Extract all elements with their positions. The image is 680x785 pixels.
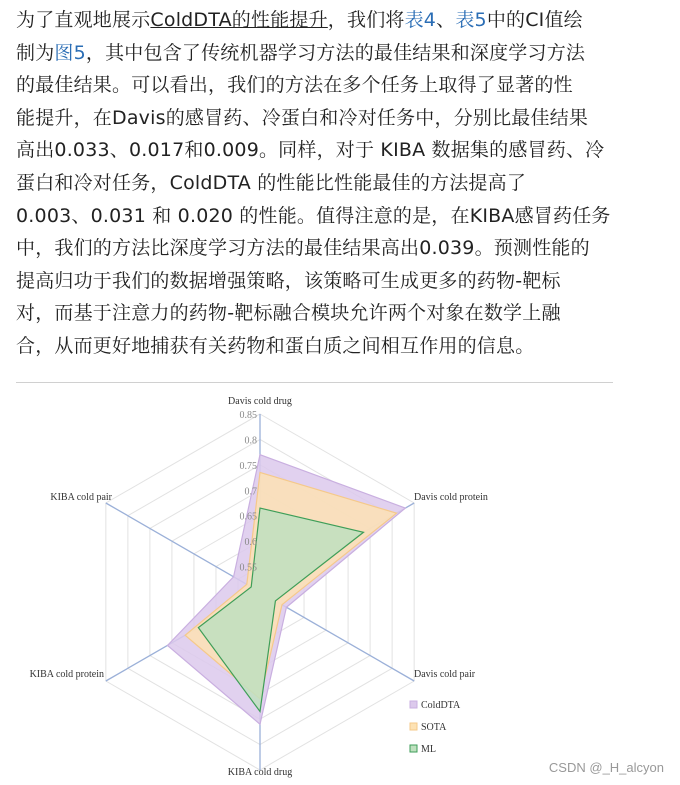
- radar-chart: [0, 386, 680, 785]
- paragraph-line-4: 能提升，在Davis的感冒药、冷蛋白和冷对任务中，分别比最佳结果: [16, 106, 589, 129]
- paragraph-line-7: 0.003、0.031 和 0.020 的性能。值得注意的是，在KIBA感冒药任务: [16, 204, 611, 227]
- watermark: CSDN @_H_alcyon: [548, 760, 664, 775]
- text-segment: ，其中包含了传统机器学习方法的最佳结果和深度学习方法: [85, 41, 586, 64]
- axis-label: Davis cold drug: [228, 396, 292, 407]
- text-segment: 为了直观地展示: [16, 9, 151, 31]
- underlined-phrase: ColdDTA的性能提升: [150, 9, 328, 31]
- text-segment: 中的CI值绘: [486, 9, 583, 31]
- tick-label: 0.55: [239, 562, 257, 574]
- text-segment: 制为: [16, 41, 55, 64]
- tick-label: 0.8: [244, 435, 257, 447]
- paragraph-line-9: 提高归功于我们的数据增强策略，该策略可生成更多的药物-靶标: [16, 269, 561, 292]
- text-segment: 、: [436, 9, 456, 31]
- axis-label: KIBA cold protein: [29, 669, 104, 680]
- paragraph-line-2: [16, 37, 616, 70]
- legend-label-ml: ML: [421, 744, 436, 755]
- legend-swatch-sota: [410, 723, 417, 730]
- text-segment: ，我们将: [327, 9, 405, 31]
- table4-link[interactable]: 表4: [404, 9, 437, 31]
- description-paragraph: [16, 4, 616, 363]
- tick-label: 0.7: [244, 486, 257, 498]
- paragraph-line-1: [16, 4, 616, 37]
- table5-link[interactable]: 表5: [455, 9, 487, 31]
- paragraph-line-10: 对，而基于注意力的药物-靶标融合模块允许两个对象在数学上融: [16, 302, 561, 325]
- paragraph-line-5: 高出0.033、0.017和0.009。同样，对于 KIBA 数据集的感冒药、冷: [16, 139, 605, 162]
- tick-label: 0.85: [239, 410, 257, 421]
- legend-swatch-colddta: [410, 701, 417, 708]
- paragraph-line-3: 的最佳结果。可以看出，我们的方法在多个任务上取得了显著的性: [16, 74, 573, 97]
- paragraph-line-6: 蛋白和冷对任务，ColdDTA 的性能比性能最佳的方法提高了: [16, 171, 527, 194]
- legend-label-sota: SOTA: [421, 722, 447, 733]
- paragraph-line-11: 合，从而更好地捕获有关药物和蛋白质之间相互作用的信息。: [16, 334, 535, 357]
- legend-swatch-ml: [410, 745, 417, 752]
- tick-label: 0.6: [244, 537, 257, 549]
- figure5-link[interactable]: 图5: [54, 41, 86, 64]
- axis-label: KIBA cold pair: [50, 492, 112, 503]
- axis-label: KIBA cold drug: [227, 767, 293, 778]
- tick-label: 0.75: [239, 460, 257, 472]
- legend-label-colddta: ColdDTA: [421, 700, 461, 711]
- axis-label: Davis cold pair: [414, 669, 476, 680]
- divider: [16, 382, 613, 383]
- axis-label: Davis cold protein: [414, 492, 488, 503]
- paragraph-line-8: 中，我们的方法比深度学习方法的最佳结果高出0.039。预测性能的: [16, 237, 590, 260]
- tick-label: 0.65: [239, 511, 257, 523]
